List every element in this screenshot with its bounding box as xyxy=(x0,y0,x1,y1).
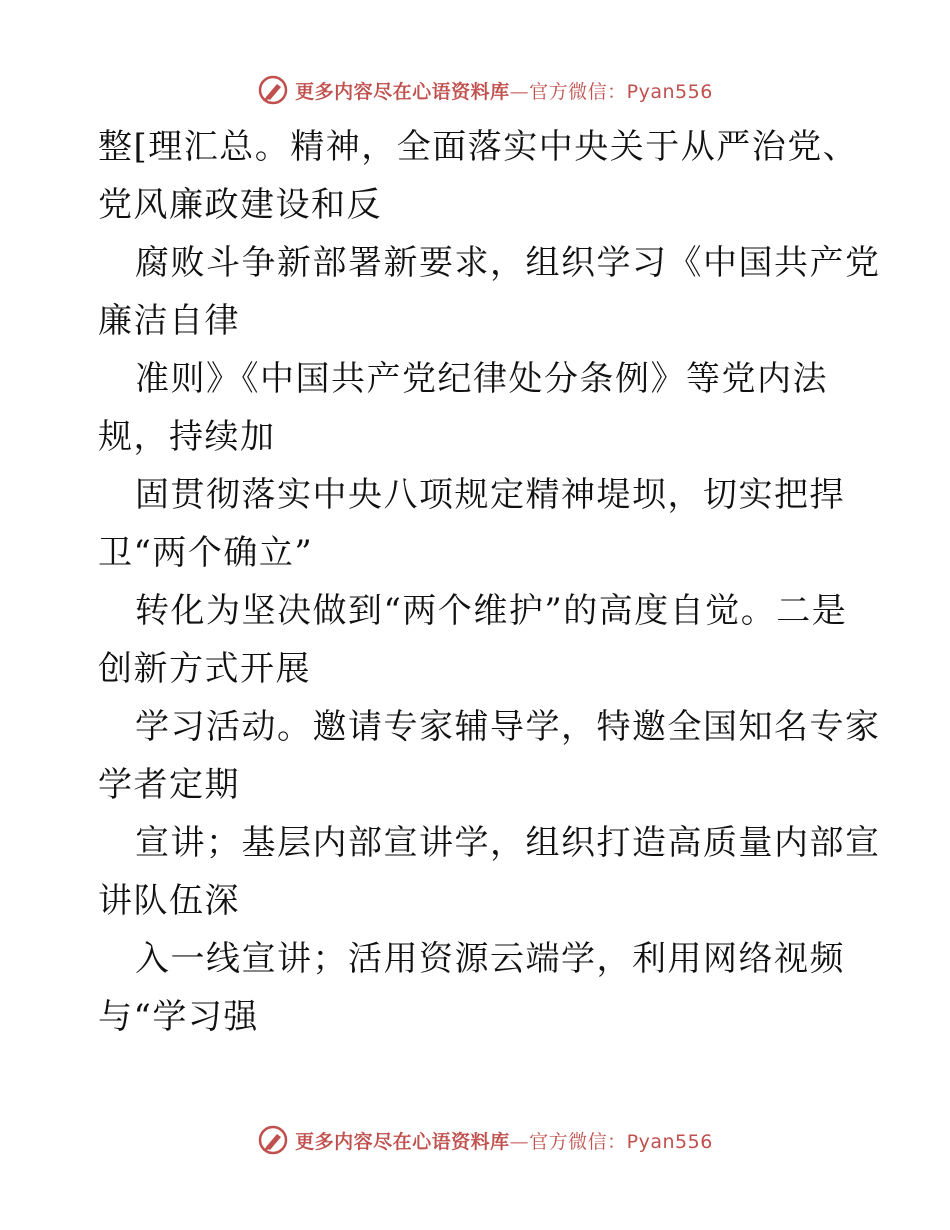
header-banner xyxy=(0,70,950,110)
pen-nib-circle-icon xyxy=(257,74,289,106)
banner-site-name: 更多内容尽在心语资料库 xyxy=(295,80,510,103)
text-line: 固贯彻落实中央八项规定精神堤坝，切实把捍 xyxy=(135,475,845,515)
footer-banner-text xyxy=(295,1127,713,1154)
text-line: 学习活动。邀请专家辅导学，特邀全国知名专家 xyxy=(135,707,881,747)
text-line: 讲队伍深 xyxy=(98,881,240,921)
text-line: 整[理汇总。精神，全面落实中央关于从严治党、 xyxy=(98,127,859,167)
header-banner-text xyxy=(295,77,713,104)
banner-wechat: 官方微信：Pyan556 xyxy=(529,80,713,103)
text-line: 入一线宣讲；活用资源云端学，利用网络视频 xyxy=(135,939,845,979)
text-line: 转化为坚决做到“两个维护”的高度自觉。二是 xyxy=(135,591,848,631)
banner-dash: — xyxy=(509,80,530,103)
text-line: 学者定期 xyxy=(98,765,240,805)
text-line: 腐败斗争新部署新要求，组织学习《中国共产党 xyxy=(135,243,881,283)
text-line: 卫“两个确立” xyxy=(98,533,314,573)
text-line: 规，持续加 xyxy=(98,417,276,457)
pen-nib-circle-icon xyxy=(257,1124,289,1156)
header-banner-content xyxy=(257,74,713,106)
text-line: 党风廉政建设和反 xyxy=(98,185,382,225)
text-line: 准则》《中国共产党纪律处分条例》等党内法 xyxy=(135,359,828,399)
text-line: 宣讲；基层内部宣讲学，组织打造高质量内部宣 xyxy=(135,823,881,863)
banner-site-name: 更多内容尽在心语资料库 xyxy=(295,1130,510,1153)
text-line: 创新方式开展 xyxy=(98,649,311,689)
footer-banner-content xyxy=(257,1124,713,1156)
text-line: 廉洁自律 xyxy=(98,301,240,341)
document-body xyxy=(98,118,881,1046)
text-line: 与“学习强 xyxy=(98,997,259,1037)
banner-dash: — xyxy=(509,1130,530,1153)
footer-banner xyxy=(0,1120,950,1160)
banner-wechat: 官方微信：Pyan556 xyxy=(529,1130,713,1153)
